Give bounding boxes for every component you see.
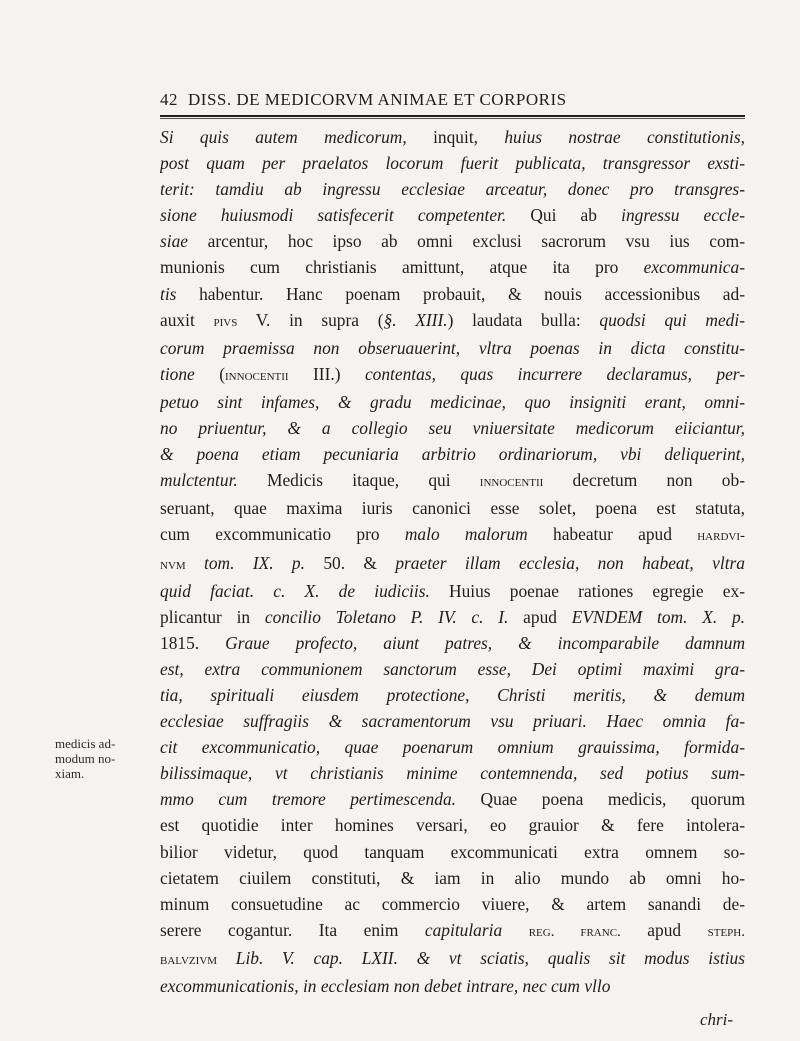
text-segment (217, 948, 236, 968)
text-line (160, 812, 745, 838)
text-line (160, 550, 745, 578)
text-segment: cietatem ciuilem constituti, & iam in alio mundo ab omni ho- (160, 867, 745, 888)
text-segment: pivs (213, 313, 238, 330)
text-segment: nvm (160, 556, 186, 573)
text-segment: habeatur apud (527, 524, 698, 545)
text-line (160, 917, 745, 945)
text-segment: serere cogantur. Ita enim (160, 919, 425, 940)
text-segment: ( (194, 363, 226, 384)
text-segment: tis (160, 283, 177, 304)
text-segment: Si quis autem medicorum, (160, 127, 407, 147)
text-segment: Quae poena medicis, quorum (456, 789, 745, 810)
text-segment (186, 553, 204, 573)
text-segment: est, extra communionem sanctorum esse, Dei optimi maximi gra- (160, 658, 745, 679)
text-line (160, 361, 745, 389)
text-segment: petuo sint infames, & gradu medicinae, quo insigniti erant, omni- (160, 391, 745, 412)
text-segment: ) laudata bulla: (447, 309, 600, 330)
text-segment: habentur. Hanc poenam probauit, & nouis accessionibus ad- (176, 283, 745, 304)
running-title: DISS. DE MEDICORVM ANIMAE ET CORPORIS (188, 90, 567, 109)
text-segment: siae (160, 231, 189, 252)
text-segment: 1815. (160, 632, 226, 653)
text-segment: plicantur in (160, 606, 265, 627)
text-segment: ecclesiae suffragiis & sacramentorum vsu priuari. Haec omnia fa- (160, 711, 745, 732)
text-segment: capitularia (424, 919, 503, 940)
text-segment: Medicis itaque, qui (237, 470, 480, 491)
text-segment: Graue profecto, aiunt patres, & incomparabile damnum (225, 632, 745, 653)
text-segment: tione (160, 363, 195, 384)
catchword: chri- (700, 1010, 734, 1029)
text-segment: munionis cum christianis amittunt, atque ita pro (160, 257, 644, 278)
text-segment: sione huiusmodi satisfecerit competenter. (160, 205, 507, 226)
text-segment: III.) (288, 363, 365, 384)
text-segment: minum consuetudine ac commercio viuere, & artem sanandi de- (160, 893, 745, 914)
text-segment: mmo cum tremore pertimescenda. (160, 789, 456, 810)
page-number: 42 (160, 90, 178, 109)
text-segment: cum excommunicatio pro (160, 524, 405, 545)
text-line (160, 202, 745, 228)
text-segment: contentas, quas incurrere declaramus, per- (364, 363, 745, 384)
text-segment (502, 920, 529, 940)
text-segment: & poena etiam pecuniaria arbitrio ordinariorum, vbi deliquerint, (160, 444, 745, 465)
text-segment: huius nostrae constitutionis, (504, 127, 745, 147)
margin-note-line: medicis ad- (55, 736, 116, 751)
text-segment: cit excommunicatio, quae poenarum omnium grauissima, formida- (160, 737, 745, 758)
text-segment: quid faciat. c. X. de iudiciis. (160, 580, 430, 601)
text-line (160, 656, 745, 682)
text-segment: excommunicationis, in ecclesiam non debet intrare, nec cum vllo (160, 976, 611, 996)
text-segment: ingressu eccle- (621, 205, 745, 226)
text-segment: innocentii (225, 367, 289, 384)
text-line (160, 495, 745, 521)
text-line (160, 604, 745, 630)
text-line (160, 682, 745, 708)
text-segment: balvzivm (160, 951, 218, 968)
text-line (160, 734, 745, 760)
text-line (160, 389, 745, 415)
margin-note-line: modum no- (55, 751, 116, 766)
text-line (160, 630, 745, 656)
text-segment: Qui ab (506, 205, 622, 226)
text-line (160, 254, 745, 280)
text-segment: est quotidie inter homines versari, eo grauior & fere intolera- (160, 815, 745, 836)
text-segment: post quam per praelatos locorum fuerit publicata, transgressor exsti- (160, 153, 745, 174)
text-segment: apud (508, 606, 572, 627)
text-segment: V. in supra ( (237, 309, 384, 330)
text-segment: mulctentur. (160, 470, 238, 491)
text-segment: concilio Toletano P. IV. c. I. (264, 606, 509, 627)
text-line (160, 839, 745, 865)
text-segment: bilior videtur, quod tanquam excommunicati extra omnem so- (160, 841, 745, 862)
text-segment: corum praemissa non obseruauerint, vltra poenas in dicta constitu- (160, 337, 745, 358)
text-segment: praeter illam ecclesia, non habeat, vltra (395, 552, 745, 573)
margin-note (55, 736, 155, 781)
text-segment: tom. IX. p. (204, 552, 305, 573)
text-segment: no priuentur, & a collegio seu vniuersitate medicorum eiiciantur, (160, 418, 745, 439)
text-segment: quodsi qui medi- (599, 309, 745, 330)
text-line (160, 281, 745, 307)
text-line (160, 307, 745, 335)
text-segment: reg. franc. (528, 923, 621, 940)
text-segment: hardvi- (697, 528, 745, 545)
text-segment: apud (620, 919, 708, 940)
text-segment: §. XIII. (383, 309, 448, 330)
text-segment: malo malorum (404, 524, 528, 545)
running-header (160, 90, 745, 116)
text-segment: Lib. V. cap. LXII. & vt sciatis, qualis sit modus istius (235, 947, 745, 968)
text-line (160, 865, 745, 891)
text-segment: bilissimaque, vt christianis minime contemnenda, sed potius sum- (160, 763, 745, 784)
text-line (160, 521, 745, 549)
text-segment: EVNDEM tom. X. p. (571, 606, 745, 627)
text-line (160, 150, 745, 176)
text-line (160, 945, 745, 973)
header-rule (160, 115, 745, 119)
body-text (160, 124, 745, 999)
text-segment: innocentii (479, 474, 544, 491)
text-segment: terit: tamdiu ab ingressu ecclesiae arceatur, donec pro transgres- (160, 179, 745, 200)
text-segment: steph. (707, 923, 745, 940)
text-segment: inquit, (406, 127, 505, 147)
text-segment: 50. & (304, 552, 396, 573)
text-line (160, 441, 745, 467)
text-segment: decretum non ob- (543, 470, 745, 491)
text-line (160, 891, 745, 917)
text-line (160, 786, 745, 812)
text-segment: seruant, quae maxima iuris canonici esse solet, poena est statuta, (160, 498, 745, 519)
text-line (160, 708, 745, 734)
text-line (160, 335, 745, 361)
text-line (160, 973, 745, 999)
text-line (160, 124, 745, 150)
text-line (160, 578, 745, 604)
text-line (160, 760, 745, 786)
text-line (160, 467, 745, 495)
margin-note-line: xiam. (55, 766, 85, 781)
text-segment: excommunica- (643, 257, 745, 278)
text-line (160, 415, 745, 441)
text-segment: tia, spirituali eiusdem protectione, Christi meritis, & demum (160, 684, 745, 705)
text-segment: Huius poenae rationes egregie ex- (429, 580, 745, 601)
text-segment: auxit (160, 309, 214, 330)
text-line (160, 228, 745, 254)
text-segment: arcentur, hoc ipso ab omni exclusi sacrorum vsu ius com- (188, 231, 745, 252)
text-line (160, 176, 745, 202)
